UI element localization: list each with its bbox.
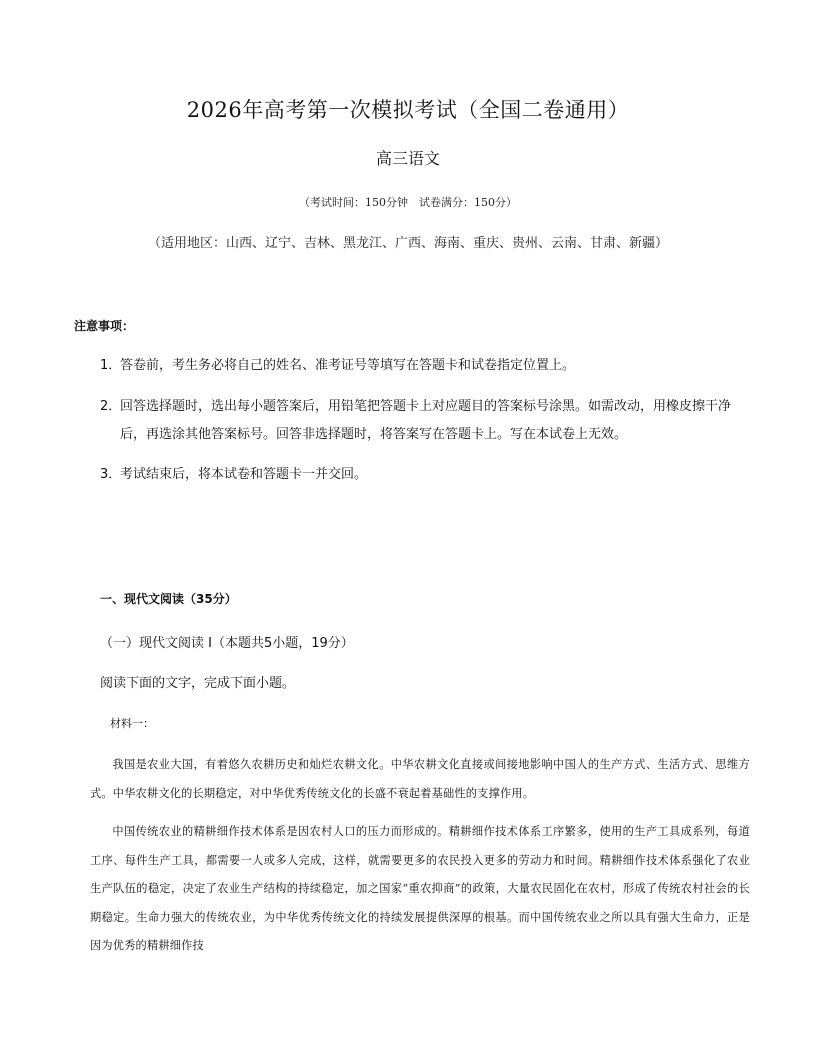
reading-instruction: 阅读下面的文字，完成下面小题。 xyxy=(100,676,296,691)
notice-item-3 xyxy=(100,461,750,489)
material-label: 材料一： xyxy=(110,717,154,730)
section-heading: 一、现代文阅读（35分） xyxy=(100,592,237,606)
subsection-heading: （一）现代文阅读 I（本题共5小题，19分） xyxy=(100,636,354,651)
notice-item-text: 回答选择题时，选出每小题答案后，用铅笔把答题卡上对应题目的答案标号涂黑。如需改动，用橡皮擦干净后，再选涂其他答案标号。回答非选择题时，将答案写在答题卡上。写在本试卷上无效。 xyxy=(120,399,732,442)
notice-item-text: 考试结束后，将本试卷和答题卡一并交回。 xyxy=(120,467,368,482)
material-paragraph-2: 中国传统农业的精耕细作技术体系是因农村人口的压力而形成的。精耕细作技术体系工序繁多，使用的生产工具成系列，每道工序、每件生产工具，都需要一人或多人完成，这样，就需要更多的农民投入更多的劳动力和时间。精耕细作技术体系强化了农业生产队伍的稳定，决定了农业生产结构的持续稳定，加之国家“重农抑商”的政策，大量农民固化在农村，形成了传统农村社会的长期稳定。生命力强大的传统农业，为中华优秀传统文化的持续发展提供深厚的根基。而中国传统农业之所以具有强大生命力，正是因为优秀的精耕细作技 xyxy=(90,825,750,952)
notice-item-number: 3． xyxy=(100,467,122,482)
notice-item-2 xyxy=(100,393,750,449)
notice-item-1 xyxy=(100,352,750,380)
notice-item-number: 2． xyxy=(100,399,122,414)
material-paragraph-1: 我国是农业大国，有着悠久农耕历史和灿烂农耕文化。中华农耕文化直接或间接地影响中国人的生产方式、生活方式、思维方式。中华农耕文化的长期稳定，对中华优秀传统文化的长盛不衰起着基础性的支撑作用。 xyxy=(90,758,750,800)
exam-subject: 高三语文 xyxy=(375,149,440,168)
applicable-regions: （适用地区：山西、辽宁、吉林、黑龙江、广西、海南、重庆、贵州、云南、甘肃、新疆） xyxy=(147,236,668,251)
exam-title: 2026年高考第一次模拟考试（全国二卷通用） xyxy=(186,98,630,122)
notice-item-text: 答卷前，考生务必将自己的姓名、准考证号等填写在答题卡和试卷指定位置上。 xyxy=(120,358,576,373)
notice-heading: 注意事项： xyxy=(74,319,135,333)
notice-item-number: 1． xyxy=(100,358,122,373)
exam-time-and-score: （考试时间：150分钟 试卷满分：150分） xyxy=(299,196,517,209)
